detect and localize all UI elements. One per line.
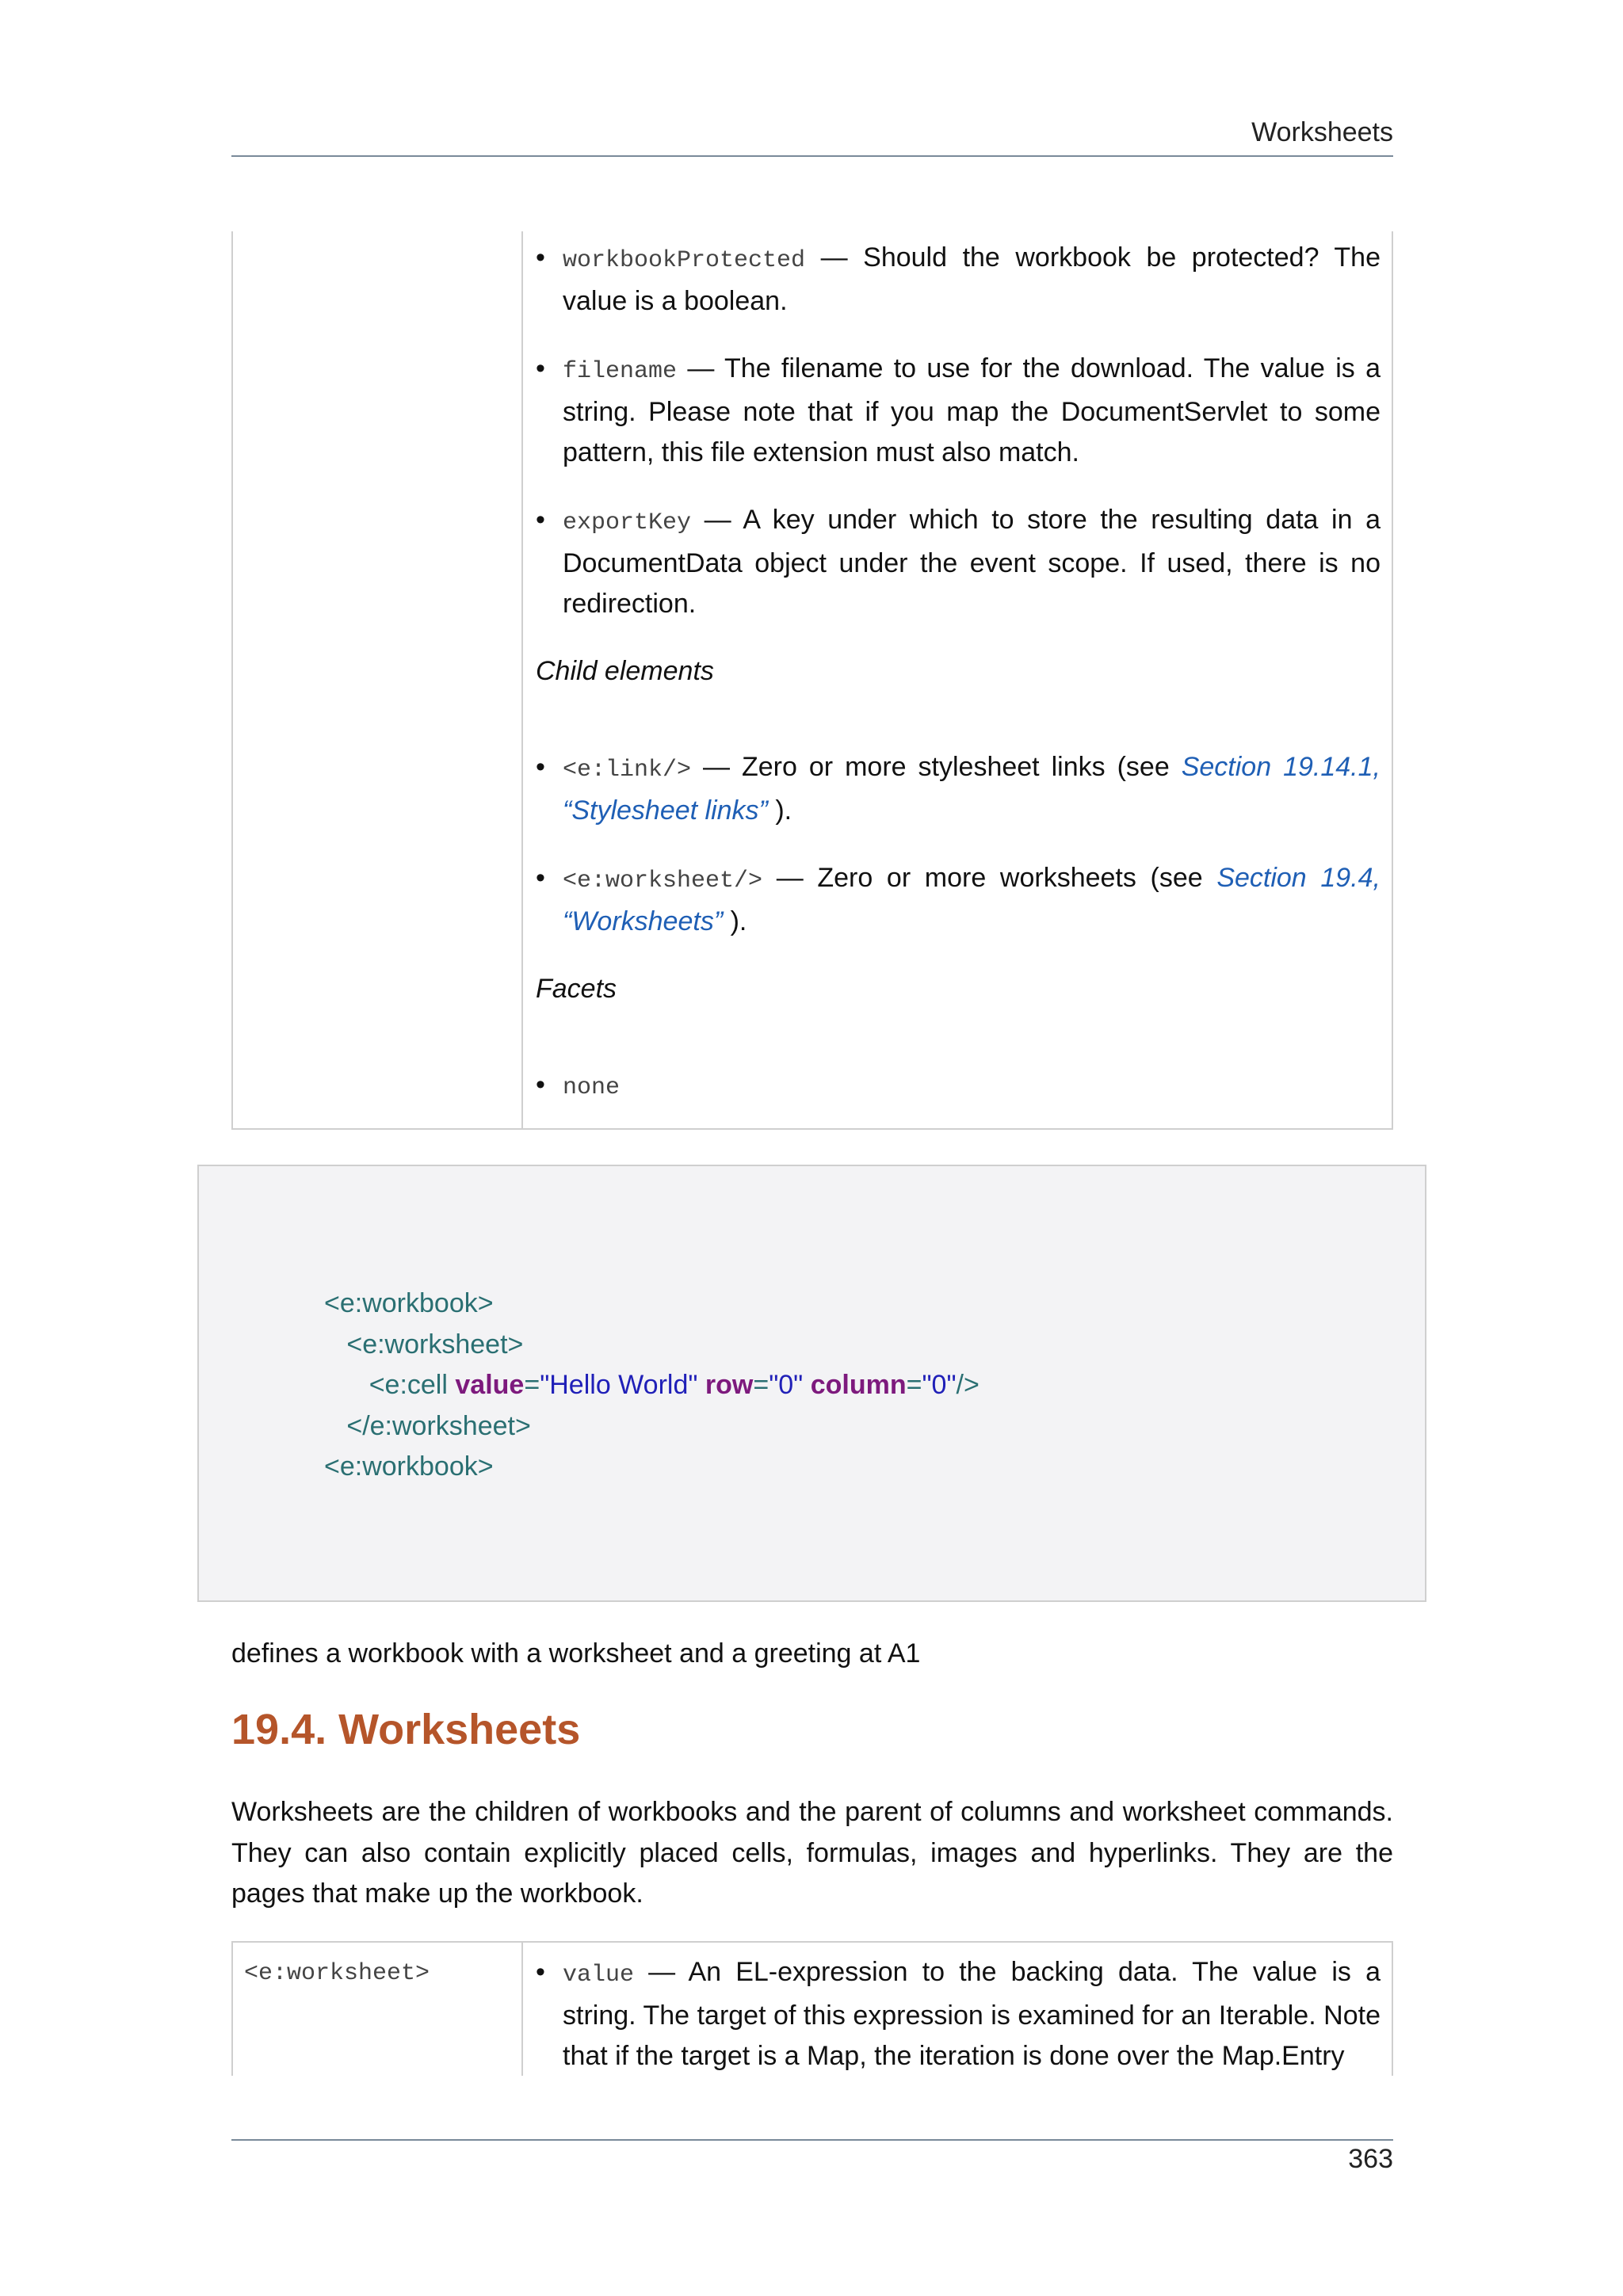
section-link[interactable]: Section 19.4, “Worksheets” [563,863,1381,936]
attribute-desc: — Should the workbook be protected? The value is a boolean. [563,242,1381,316]
child-desc: — Zero or more worksheets (see [762,863,1217,893]
child-element-list [536,747,1381,942]
code-attr: column [810,1370,907,1400]
child-desc-end: ). [767,795,792,826]
header-divider [231,155,1393,157]
running-header: Worksheets [1251,117,1393,147]
page-number: 363 [1348,2144,1393,2174]
attributes-cell [536,231,1381,1135]
code-string: "Hello World" [540,1370,698,1400]
code-equals: = [753,1370,769,1400]
code-line: <e:worksheet> [346,1329,524,1360]
element-name: <e:worksheet> [244,1960,430,1987]
code-equals: = [906,1370,922,1400]
code-line: </e:worksheet> [346,1410,531,1441]
attribute-code: filename [563,358,678,385]
example-description: defines a workbook with a worksheet and a greeting at A1 [231,1638,921,1669]
attribute-item [536,1952,1381,2076]
code-token: <e:cell [369,1370,456,1400]
child-item [536,858,1381,942]
workbook-attributes-table [231,231,1393,1130]
child-desc: — Zero or more stylesheet links (see [691,752,1182,782]
facet-code: none [563,1074,621,1101]
code-line: <e:workbook> [324,1288,494,1318]
section-paragraph: Worksheets are the children of workbooks and the parent of columns and worksheet commands. They can also contain explicitly placed cells, formulas, images and hyperlinks. They are the pages that make up the workbook. [231,1797,1393,1909]
column-divider [521,1943,523,2076]
attribute-list [536,238,1381,624]
child-desc-end: ). [723,906,747,936]
attribute-code: workbookProtected [563,247,806,274]
code-equals: = [524,1370,540,1400]
attribute-list [536,1952,1381,2076]
code-listing [324,1283,980,1488]
attribute-desc: — An EL-expression to the backing data. The value is a string. The target of this expression is examined for an Iterable. Note that if the target is a Map, the iteration is done over the Map.Entry [563,1957,1381,2071]
facet-item [536,1065,1381,1108]
code-attr: row [705,1370,754,1400]
child-code: <e:link/> [563,757,692,784]
code-line: <e:workbook> [324,1451,494,1482]
facet-list [536,1065,1381,1108]
attribute-item [536,238,1381,322]
footer-divider [231,2139,1393,2141]
code-attr: value [455,1370,525,1400]
attribute-code: value [563,1962,635,1989]
code-token: /> [956,1370,980,1400]
attribute-code: exportKey [563,509,692,536]
section-link[interactable]: Section 19.14.1, “Stylesheet links” [563,752,1381,826]
facets-heading: Facets [536,974,617,1004]
code-example-block [197,1165,1426,1602]
worksheet-attributes-table [231,1941,1393,2076]
attribute-desc: — A key under which to store the resulting data in a DocumentData object under the event scope. If used, there is no redirection. [563,505,1381,619]
attribute-item [536,500,1381,624]
code-string: "0" [922,1370,957,1400]
column-divider [521,231,523,1128]
section-title: 19.4. Worksheets [231,1706,581,1753]
code-string: "0" [769,1370,804,1400]
child-code: <e:worksheet/> [563,868,763,894]
child-elements-heading: Child elements [536,656,714,686]
attribute-desc: — The filename to use for the download. The value is a string. Please note that if you map the DocumentServlet to some pattern, this file extension must also match. [563,353,1381,467]
attribute-item [536,349,1381,473]
attributes-cell [536,1952,1381,2076]
child-item [536,747,1381,831]
